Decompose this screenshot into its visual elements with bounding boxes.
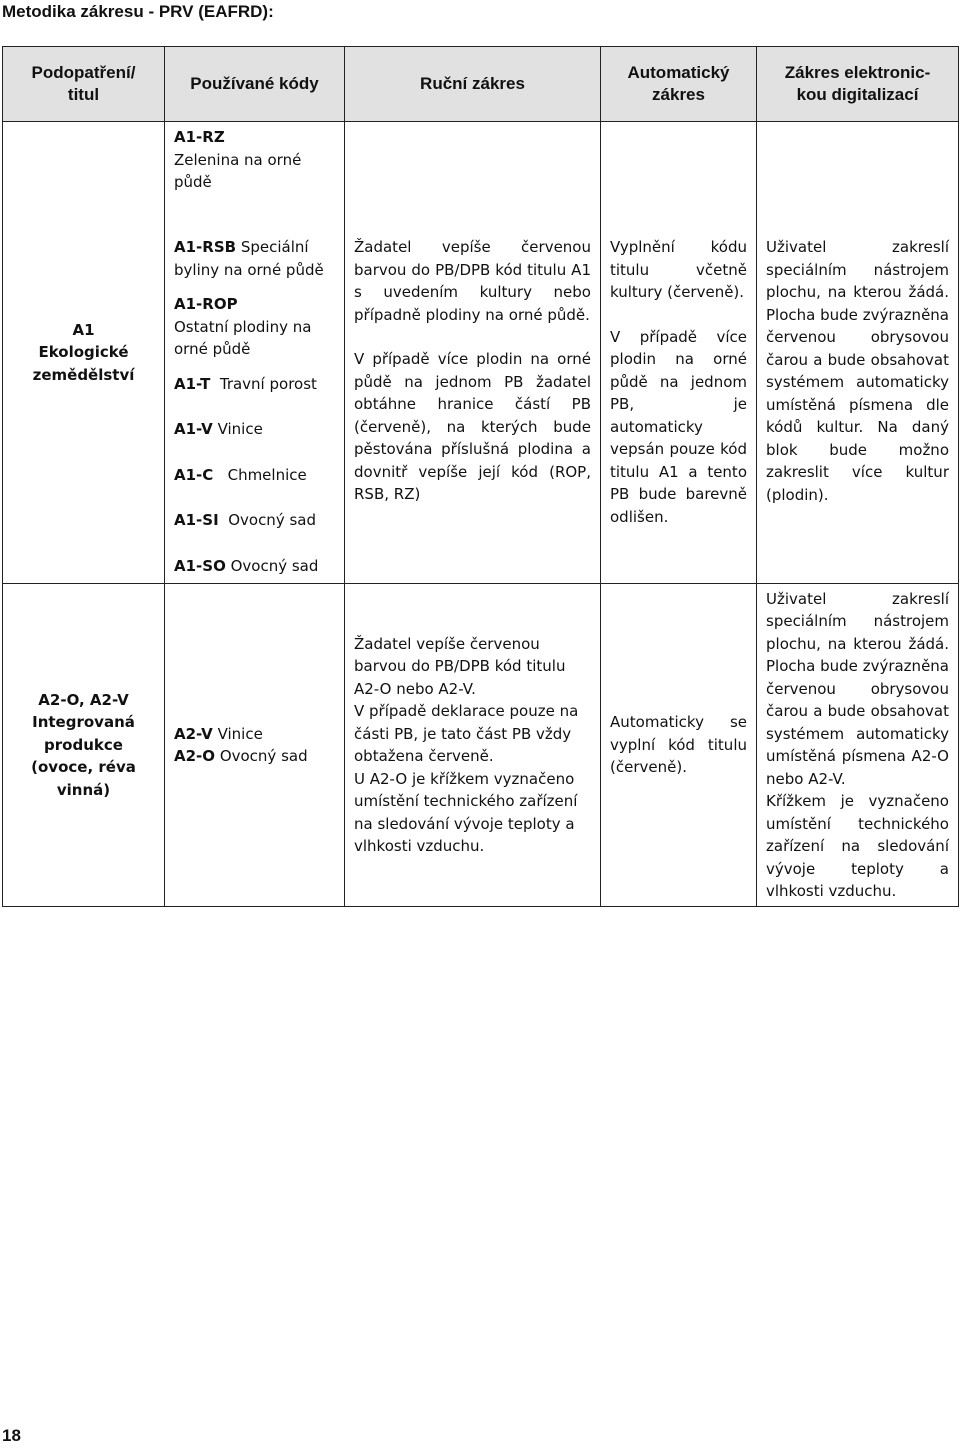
a1-title-line: zemědělství — [32, 365, 135, 384]
code-description: Chmelnice — [227, 465, 307, 484]
code-description: Travní porost — [219, 374, 317, 393]
code-item — [174, 373, 335, 396]
a2-title-line: Integrovaná — [32, 713, 135, 732]
table-row — [3, 122, 959, 223]
code-item — [174, 293, 335, 361]
code-description: Vinice — [217, 420, 263, 438]
table-row — [3, 584, 959, 907]
a2-manual-text: Žadatel vepíše červenou barvou do PB/DPB kód titulu A2-O nebo A2-V. — [354, 634, 566, 698]
code-label: A1-RZ — [174, 128, 225, 146]
a1-title-line: A1 — [72, 320, 95, 339]
a1-auto-cell — [601, 222, 757, 581]
a2-manual-cell — [345, 584, 601, 907]
a1-code-rz — [165, 122, 345, 223]
code-description: Ostatní plodiny na orné půdě — [174, 317, 312, 358]
code-label: A1-ROP — [174, 295, 238, 313]
a2-electronic-cell — [757, 584, 959, 907]
code-item — [174, 723, 335, 746]
a2-manual-text: V případě deklarace pouze na části PB, je tato část PB vždy obtažena červeně. — [354, 702, 579, 765]
page-number: 18 — [2, 1426, 21, 1445]
code-description: Ovocný sad — [219, 747, 308, 765]
code-label: A1-C — [174, 465, 214, 484]
a2-manual-text: U A2-O je křížkem vyznačeno umístění technického zařízení na sledování vývoje teploty a vlhkosti vzduchu. — [354, 769, 578, 855]
code-description: Zelenina na orné půdě — [174, 150, 302, 191]
a1-manual-text: V případě více plodin na orné půdě na jednom PB žadatel obtáhne hranice částí PB (červeně), na kterých bude pěstována příslušná plodina a dovnitř vepíše její kód (ROP, RSB, RZ) — [354, 350, 591, 503]
a1-electronic-cell — [757, 222, 959, 581]
a1-manual-cell — [345, 222, 601, 581]
a2-title-cell — [3, 584, 165, 907]
a2-codes-cell — [165, 584, 345, 907]
a1-manual-text: Žadatel vepíše červenou barvou do PB/DPB kód titulu A1 s uvedením kultury nebo případně plodiny na orné půdě. — [354, 238, 591, 324]
code-description: Ovocný sad — [230, 556, 319, 575]
header-auto: Automatický zákres — [601, 47, 757, 122]
code-label: A1-T — [174, 374, 211, 393]
a2-electronic-text: Uživatel zakreslí speciálním nástrojem plochu, na kterou žádá. Plocha bude zvýrazněna červenou obrysovou čarou a bude obsahovat systémem automaticky umístěná písmena A2-O nebo A2-V. — [766, 589, 949, 788]
header-electronic: Zákres elektronic- kou digitalizací — [757, 47, 959, 122]
table-header-row — [3, 47, 959, 122]
a1-title-line: Ekologické — [38, 343, 129, 362]
code-label: A1-V — [174, 420, 213, 438]
code-item — [174, 745, 335, 768]
a1-auto-text: V případě více plodin na orné půdě na jednom PB, je automaticky vepsán pouze kód titulu A1 a tento PB bude barevně odlišen. — [610, 327, 747, 526]
a2-title-line: produkce (ovoce, réva vinná) — [31, 735, 136, 799]
code-item — [174, 555, 335, 578]
a1-auto-text: Vyplnění kódu titulu včetně kultury (červeně). — [610, 238, 747, 301]
header-subtitle: Podopatření/ titul — [3, 47, 165, 122]
code-item — [174, 236, 335, 281]
page-title: Metodika zákresu - PRV (EAFRD): — [2, 2, 274, 21]
code-description: Ovocný sad — [228, 511, 316, 529]
a2-electronic-text: Křížkem je vyznačeno umístění technického zařízení na sledování vývoje teploty a vlhkosti vzduchu. — [766, 792, 949, 900]
code-label: A1-SO — [174, 556, 226, 575]
code-description: Vinice — [217, 724, 263, 743]
code-item — [174, 464, 335, 487]
a1-title-cell — [3, 122, 165, 584]
a1-codes-cell — [165, 222, 345, 581]
header-manual: Ruční zákres — [345, 47, 601, 122]
code-item — [174, 509, 335, 532]
code-item — [174, 418, 335, 441]
code-label: A2-O — [174, 747, 216, 765]
a1-electronic-text: Uživatel zakreslí speciálním nástrojem plochu, na kterou žádá. Plocha bude zvýrazněna červenou obrysovou čarou a bude obsahovat systémem automaticky umístěná písmena dle kódů kultur. Na daný blok bude možno zakreslit více kultur (plodin). — [766, 238, 949, 504]
code-label: A2-V — [174, 724, 213, 743]
code-description: Speciální byliny na orné půdě — [174, 238, 324, 279]
method-table — [2, 46, 959, 907]
a2-title-line: A2-O, A2-V — [38, 690, 129, 709]
code-label: A1-RSB — [174, 238, 237, 256]
a2-auto-cell — [601, 584, 757, 907]
code-label: A1-SI — [174, 511, 219, 529]
a2-auto-text: Automaticky se vyplní kód titulu (červeně). — [610, 713, 747, 777]
header-codes: Používané kódy — [165, 47, 345, 122]
